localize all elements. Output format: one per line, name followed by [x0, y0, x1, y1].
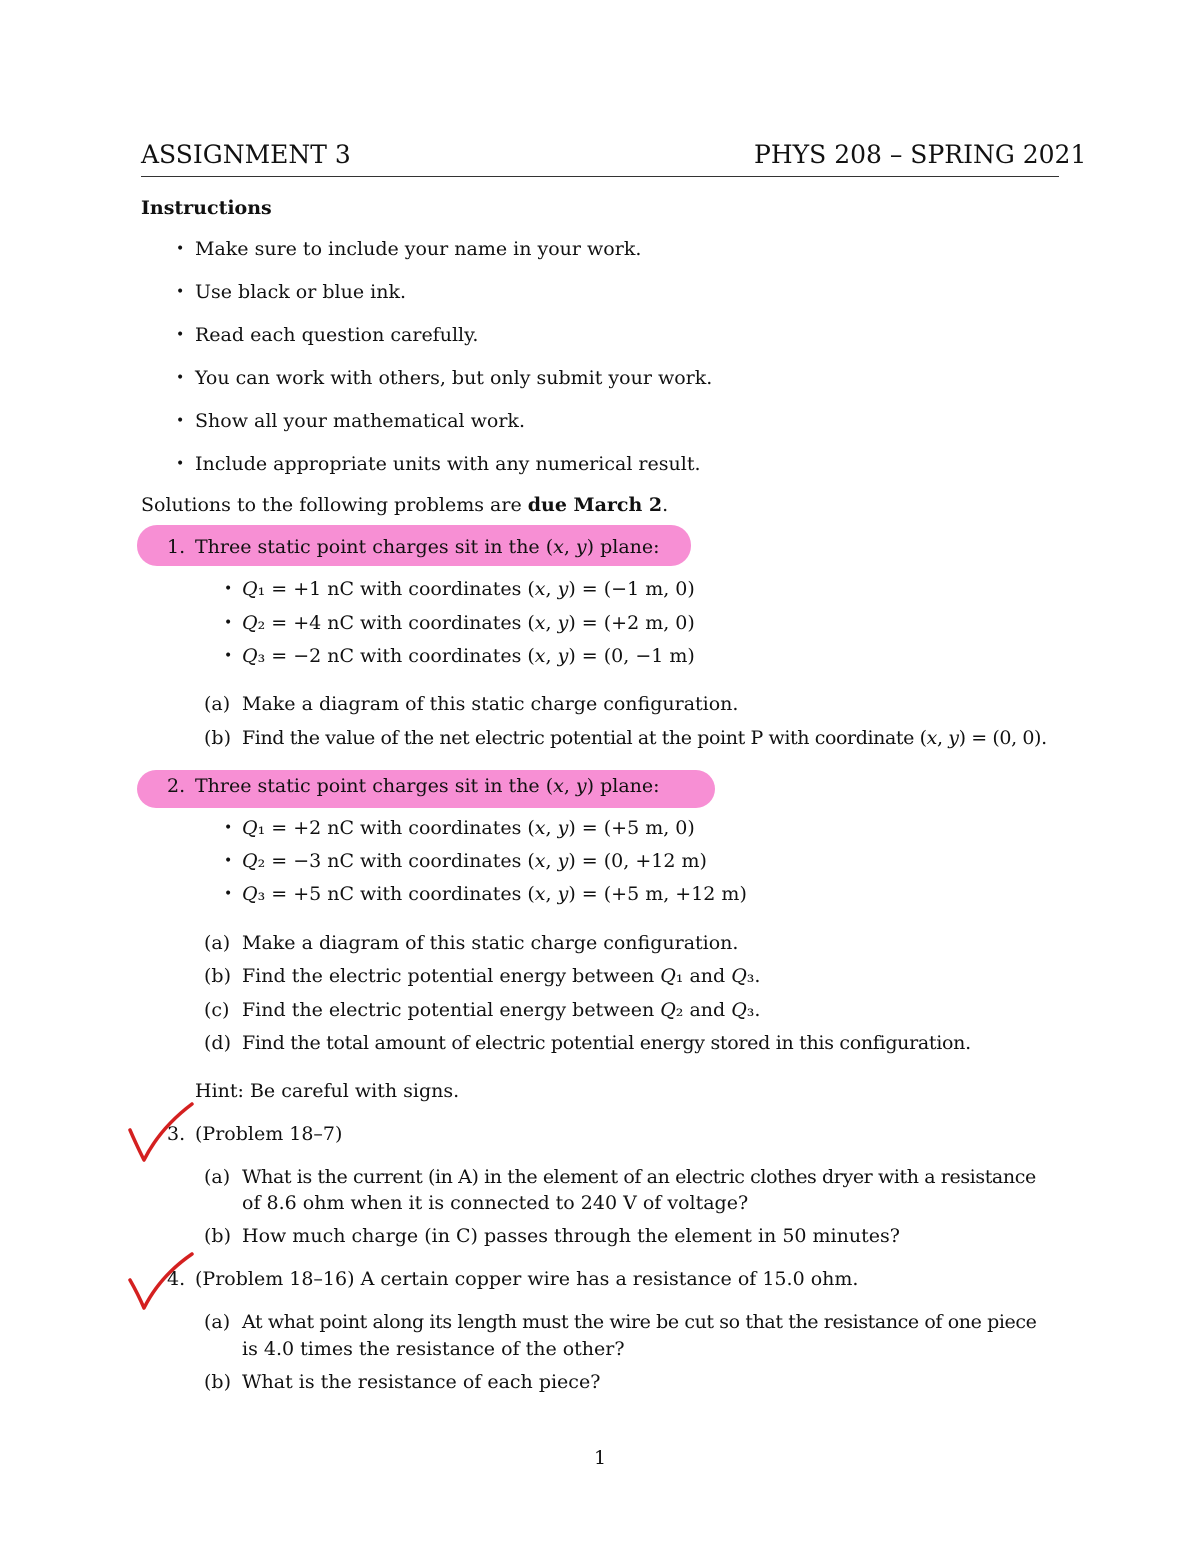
bullet-icon: •	[224, 820, 233, 836]
part-label: (a)	[204, 693, 231, 715]
part-text-continued: is 4.0 times the resistance of the other?	[242, 1338, 625, 1360]
instructions-heading: Instructions	[141, 197, 272, 219]
checkmark-icon	[120, 1248, 200, 1316]
problem-intro: Three static point charges sit in the (𝑥, 𝑦) plane:	[195, 775, 660, 797]
bullet-icon: •	[176, 241, 185, 257]
bullet-icon: •	[224, 886, 233, 902]
part-label: (b)	[204, 727, 231, 749]
bullet-icon: •	[176, 327, 185, 343]
bullet-icon: •	[176, 413, 185, 429]
part-label: (b)	[204, 965, 231, 987]
due-line: Solutions to the following problems are due March 2.	[141, 494, 669, 516]
part-label: (a)	[204, 1166, 231, 1188]
problem-intro: (Problem 18–16) A certain copper wire has a resistance of 15.0 ohm.	[195, 1268, 859, 1290]
part-label: (a)	[204, 1311, 231, 1333]
problem-number: 3.	[167, 1123, 186, 1145]
charge-item: 𝑄₂ = −3 nC with coordinates (𝑥, 𝑦) = (0, +12 m)	[242, 850, 707, 872]
instruction-item: Include appropriate units with any numerical result.	[195, 453, 701, 475]
part-text-continued: of 8.6 ohm when it is connected to 240 V of voltage?	[242, 1192, 749, 1214]
problem-intro: (Problem 18–7)	[195, 1123, 343, 1145]
header-rule	[141, 176, 1059, 177]
bullet-icon: •	[176, 284, 185, 300]
part-text: What is the current (in A) in the element of an electric clothes dryer with a resistance	[242, 1166, 1036, 1188]
part-text: Make a diagram of this static charge configuration.	[242, 693, 739, 715]
part-text: What is the resistance of each piece?	[242, 1371, 601, 1393]
bullet-icon: •	[224, 581, 233, 597]
instruction-item: Read each question carefully.	[195, 324, 479, 346]
part-text: Find the electric potential energy between 𝑄₂ and 𝑄₃.	[242, 999, 761, 1021]
course-label: PHYS 208 – SPRING 2021	[754, 140, 1087, 169]
bullet-icon: •	[224, 853, 233, 869]
bullet-icon: •	[176, 370, 185, 386]
part-label: (c)	[204, 999, 230, 1021]
bullet-icon: •	[224, 615, 233, 631]
part-label: (b)	[204, 1371, 231, 1393]
instruction-item: Show all your mathematical work.	[195, 410, 525, 432]
part-text: How much charge (in C) passes through the element in 50 minutes?	[242, 1225, 900, 1247]
charge-item: 𝑄₂ = +4 nC with coordinates (𝑥, 𝑦) = (+2 m, 0)	[242, 612, 695, 634]
part-label: (b)	[204, 1225, 231, 1247]
problem-intro: Three static point charges sit in the (𝑥, 𝑦) plane:	[195, 536, 660, 558]
bullet-icon: •	[176, 456, 185, 472]
part-text: Find the electric potential energy between 𝑄₁ and 𝑄₃.	[242, 965, 761, 987]
part-text: At what point along its length must the wire be cut so that the resistance of one piece	[242, 1311, 1037, 1333]
charge-item: 𝑄₁ = +1 nC with coordinates (𝑥, 𝑦) = (−1 m, 0)	[242, 578, 695, 600]
assignment-title: ASSIGNMENT 3	[141, 140, 351, 169]
charge-item: 𝑄₃ = +5 nC with coordinates (𝑥, 𝑦) = (+5 m, +12 m)	[242, 883, 747, 905]
part-label: (a)	[204, 932, 231, 954]
part-label: (d)	[204, 1032, 231, 1054]
bullet-icon: •	[224, 648, 233, 664]
instruction-item: Use black or blue ink.	[195, 281, 406, 303]
instruction-item: You can work with others, but only submit your work.	[195, 367, 713, 389]
charge-item: 𝑄₁ = +2 nC with coordinates (𝑥, 𝑦) = (+5 m, 0)	[242, 817, 695, 839]
checkmark-icon	[120, 1098, 200, 1166]
page-number: 1	[594, 1447, 607, 1469]
hint: Hint: Be careful with signs.	[195, 1080, 460, 1102]
problem-number: 4.	[167, 1268, 186, 1290]
charge-item: 𝑄₃ = −2 nC with coordinates (𝑥, 𝑦) = (0, −1 m)	[242, 645, 695, 667]
part-text: Make a diagram of this static charge configuration.	[242, 932, 739, 954]
part-text: Find the total amount of electric potential energy stored in this configuration.	[242, 1032, 971, 1054]
problem-number: 1.	[167, 536, 186, 558]
problem-number: 2.	[167, 775, 186, 797]
part-text: Find the value of the net electric potential at the point P with coordinate (𝑥, 𝑦) = (0, 0).	[242, 727, 1047, 749]
instruction-item: Make sure to include your name in your work.	[195, 238, 642, 260]
